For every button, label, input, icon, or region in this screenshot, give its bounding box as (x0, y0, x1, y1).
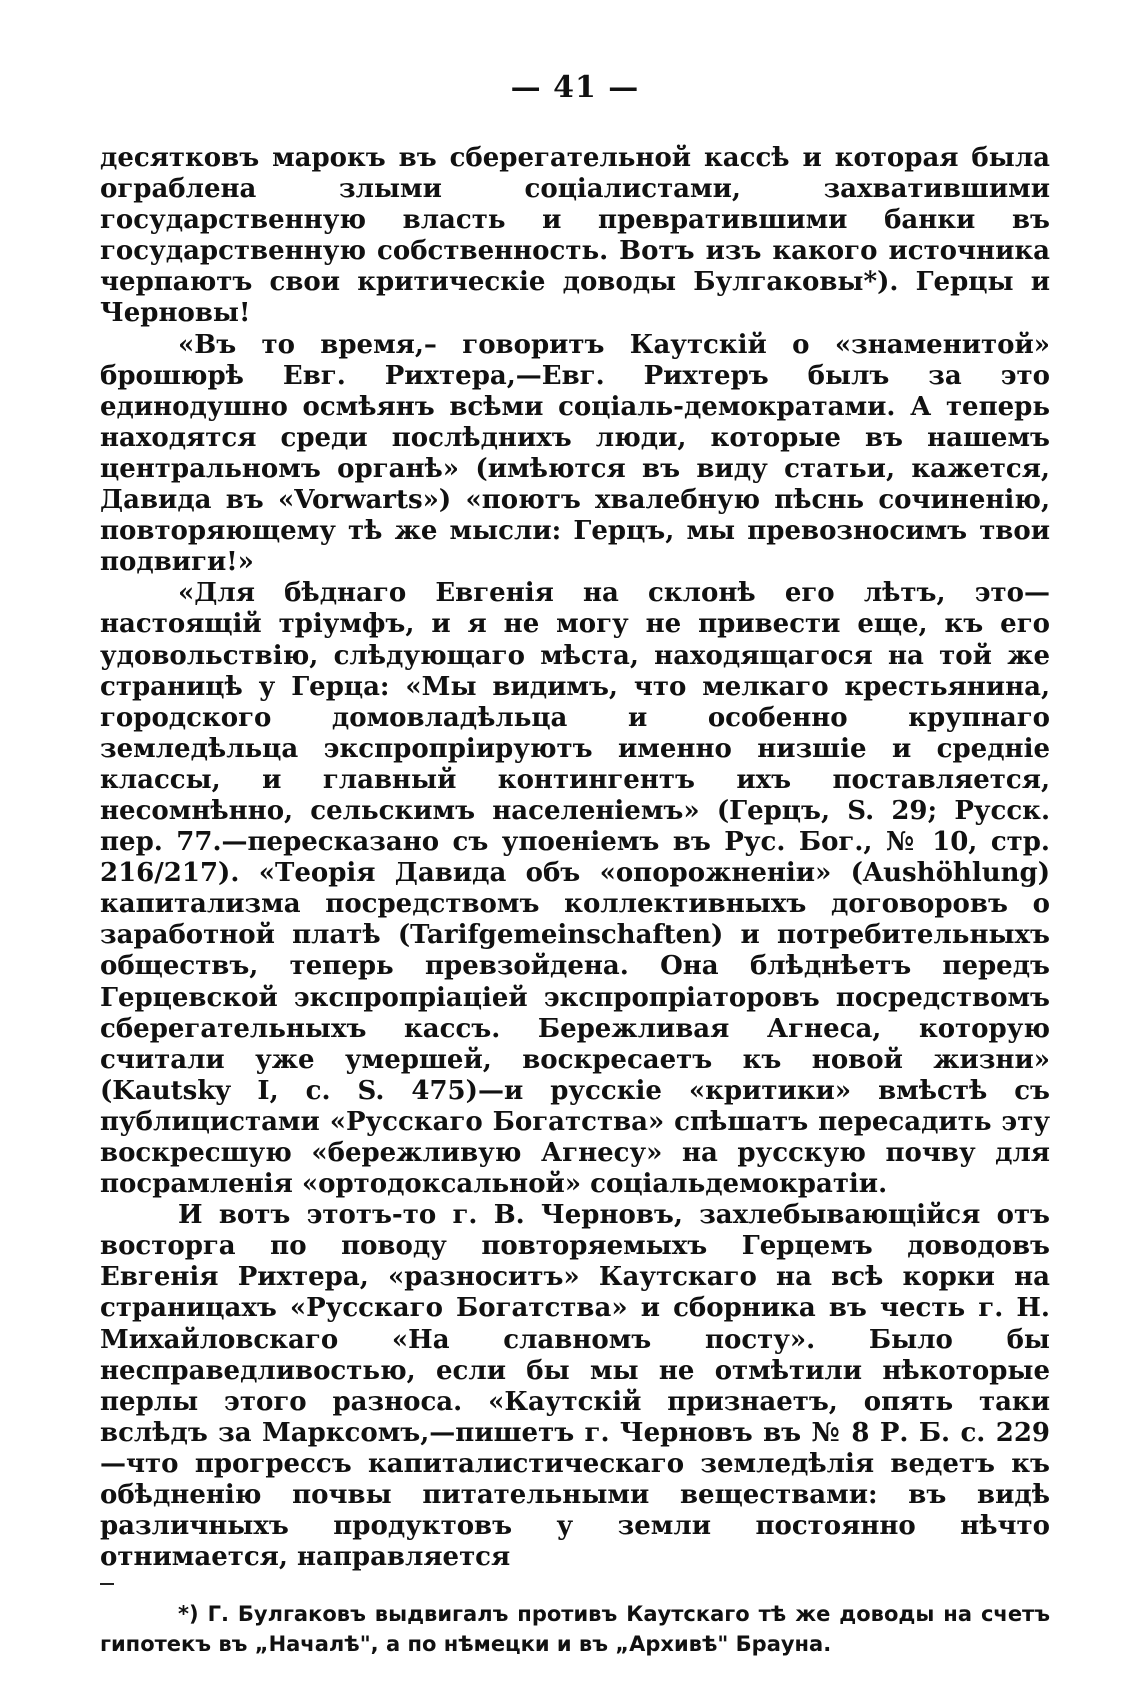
paragraph-1: десятковъ марокъ въ сберегательной кассѣ и которая была ограблена злыми соціалистами, захватившими государственную власть и превратившими банки въ государственную собственность. Вотъ изъ какого источника черпаютъ свои критическіе доводы Булгаковы*). Герцы и Черновы! (100, 143, 1050, 329)
page-number: — 41 — (510, 70, 640, 105)
footnote-divider (100, 1583, 114, 1585)
footnote (100, 1599, 1050, 1659)
footnote-text: Г. Булгаковъ выдвигалъ противъ Каутскаго тѣ же доводы на счетъ гипотекъ въ „Началѣ", а по нѣмецки и въ „Архивѣ" Брауна. (100, 1602, 1051, 1657)
book-page (100, 70, 1050, 1659)
paragraph-4: И вотъ этотъ-то г. В. Черновъ, захлебывающійся отъ восторга по поводу повторяемыхъ Герцемъ доводовъ Евгенія Рихтера, «разноситъ» Каутскаго на всѣ корки на страницахъ «Русскаго Богатства» и сборника въ честь г. Н. Михайловскаго «На славномъ посту». Было бы несправедливостью, если бы мы не отмѣтили нѣкоторые перлы этого разноса. «Каутскій признаетъ, опять таки вслѣдъ за Марксомъ,—пишетъ г. Черновъ въ № 8 Р. Б. с. 229 —что прогрессъ капиталистическаго земледѣлія ведетъ къ обѣдненію почвы питательными веществами: въ видѣ различныхъ продуктовъ у земли постоянно нѣчто отнимается, направляется (100, 1200, 1050, 1573)
paragraph-3: «Для бѣднаго Евгенія на склонѣ его лѣтъ, это—настоящій тріумфъ, и я не могу не привести еще, къ его удовольствію, слѣдующаго мѣста, находящагося на той же страницѣ у Герца: «Мы видимъ, что мелкаго крестьянина, городского домовладѣльца и особенно крупнаго земледѣльца экспропріируютъ именно низшіе и средніе классы, и главный контингентъ ихъ поставляется, несомнѣнно, сельскимъ населеніемъ» (Герцъ, S. 29; Русск. пер. 77.—пересказано съ упоеніемъ въ Рус. Бог., № 10, стр. 216/217). «Теорія Давида объ «опорожненіи» (Aushöhlung) капитализма посредствомъ коллективныхъ договоровъ о заработной платѣ (Tarifgemeinschaften) и потребительныхъ обществъ, теперь превзойдена. Она блѣднѣетъ передъ Герцевской экспропріаціей экспропріаторовъ посредствомъ сберегательныхъ кассъ. Бережливая Агнеса, которую считали уже умершей, воскресаетъ къ новой жизни» (Kautsky I, с. S. 475)—и русскіе «критики» вмѣстѣ съ публицистами «Русскаго Богатства» спѣшатъ пересадить эту воскресшую «бережливую Агнесу» на русскую почву для посрамленія «ортодоксальной» соціальдемократіи. (100, 578, 1050, 1200)
main-text (100, 143, 1050, 1573)
footnote-marker: *) (178, 1602, 199, 1627)
paragraph-2: «Въ то время,– говоритъ Каутскій о «знаменитой» брошюрѣ Евг. Рихтера,—Евг. Рихтеръ былъ за это единодушно осмѣянъ всѣми соціаль-демократами. А теперь находятся среди послѣднихъ люди, которые въ нашемъ центральномъ органѣ» (имѣются въ виду статьи, кажется, Давида въ «Vorwarts») «поютъ хвалебную пѣснь сочиненію, повторяющему тѣ же мысли: Герцъ, мы превозносимъ твои подвиги!» (100, 329, 1050, 578)
